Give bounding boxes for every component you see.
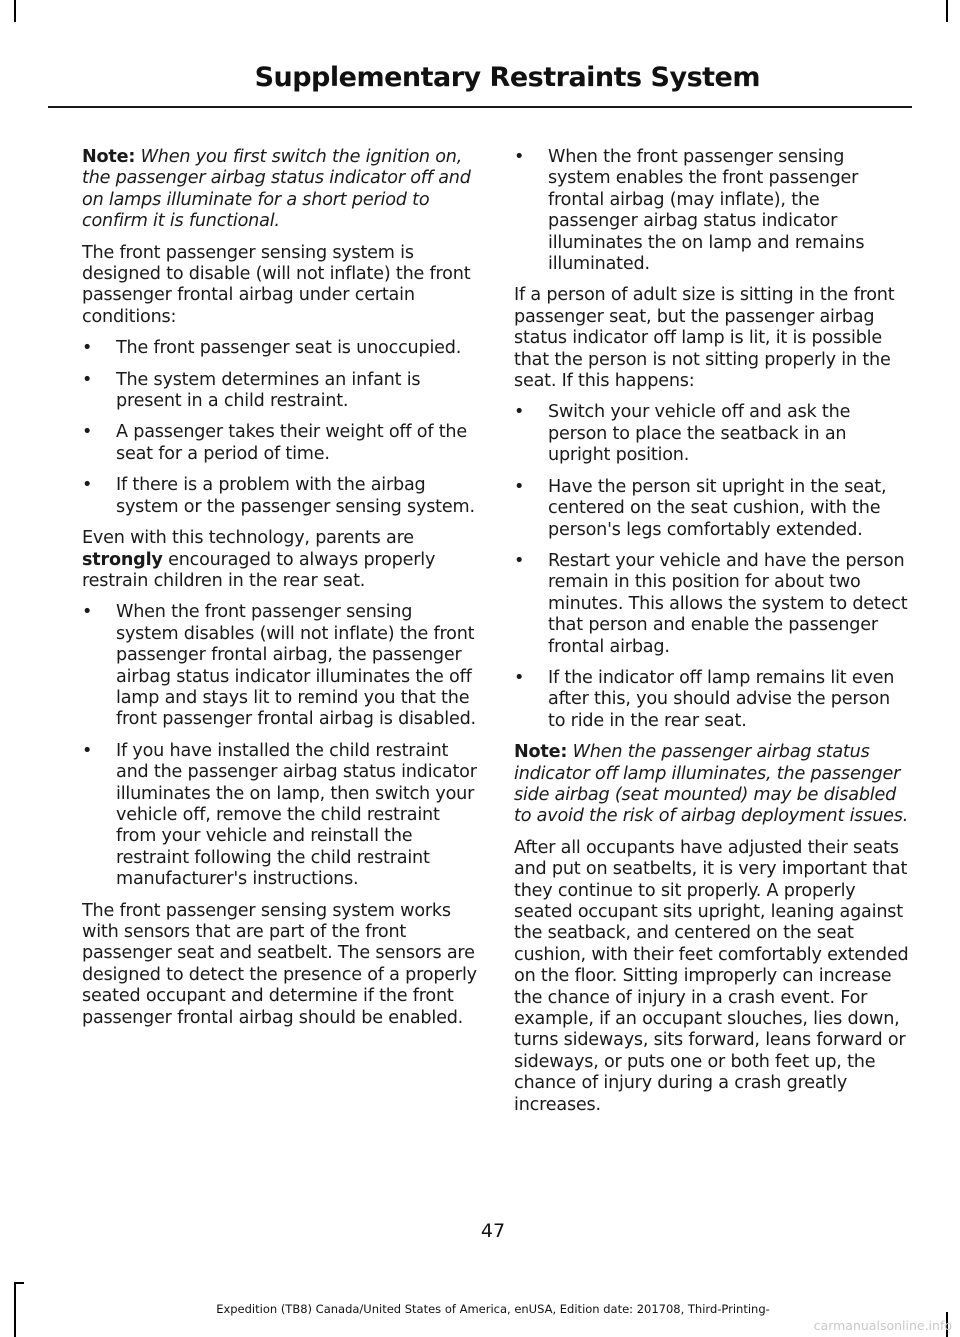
bullet-glyph: • <box>514 147 525 167</box>
paragraph: The front passenger sensing system is designed to disable (will not inflate) the front passenger frontal airbag under certain conditions: <box>82 242 471 327</box>
list-item-text: If there is a problem with the airbag system or the passenger sensing system. <box>116 475 475 517</box>
list-item-text: Have the person sit upright in the seat, centered on the seat cushion, with the person's legs comfortably extended. <box>548 476 887 540</box>
list-item <box>514 477 910 541</box>
bullet-list <box>82 602 478 890</box>
header-divider <box>48 106 912 108</box>
paragraph: If a person of adult size is sitting in the front passenger seat, but the passenger airbag status indicator off lamp is lit, it is possible that the person is not sitting properly in the seat. If this happens: <box>514 285 895 392</box>
bullet-glyph: • <box>514 402 525 423</box>
bullet-list <box>514 147 910 275</box>
list-item-text: The front passenger seat is unoccupied. <box>116 338 462 359</box>
list-item-text: Restart your vehicle and have the person remain in this position for about two minutes. This allows the system to detect that person and enable the passenger frontal airbag. <box>548 550 908 657</box>
list-item <box>82 422 478 465</box>
bullet-glyph: • <box>514 667 525 688</box>
right-column <box>514 147 910 1126</box>
paragraph: After all occupants have adjusted their seats and put on seatbelts, it is very important that they continue to sit properly. A properly seated occupant sits upright, leaning against the seatback, and centered on the seat cushion, with their feet comfortably extended on the floor. Sitting improperly can increase the chance of injury in a crash event. For example, if an occupant slouches, lies down, turns sideways, sits forward, leans forward or sideways, or puts one or both feet up, the chance of injury during a crash greatly increases. <box>514 837 909 1115</box>
crop-mark-top-left <box>14 0 16 22</box>
note-label: Note: <box>514 742 568 763</box>
page-number: 47 <box>480 1220 506 1242</box>
list-item <box>514 551 910 658</box>
left-column <box>82 147 478 1039</box>
note-paragraph <box>514 742 910 828</box>
note-text: When the passenger airbag status indicator off lamp illuminates, the passenger side airbag (seat mounted) may be disabled to avoid the risk of airbag deployment issues. <box>514 742 909 827</box>
bullet-glyph: • <box>82 369 93 390</box>
list-item <box>514 402 910 466</box>
list-item-text: When the front passenger sensing system disables (will not inflate) the front passenger frontal airbag, the passenger airbag status indicator illuminates the off lamp and stays lit to remind you that the front passenger frontal airbag is disabled. <box>116 602 476 730</box>
list-item-text: Switch your vehicle off and ask the person to place the seatback in an upright position. <box>548 402 851 466</box>
list-item <box>82 475 478 518</box>
list-item-text: A passenger takes their weight off of the seat for a period of time. <box>116 422 467 464</box>
watermark[interactable]: carmanualsonline.info <box>813 1318 952 1333</box>
bullet-glyph: • <box>514 550 525 571</box>
page-footer: Expedition (TB8) Canada/United States of America, enUSA, Edition date: 201708, Third-Printing- <box>216 1302 770 1316</box>
list-item <box>82 602 478 730</box>
paragraph <box>82 528 478 592</box>
list-item <box>82 370 478 413</box>
list-item-text: If the indicator off lamp remains lit even after this, you should advise the person to ride in the rear seat. <box>548 667 895 731</box>
paragraph: The front passenger sensing system works with sensors that are part of the front passenger seat and seatbelt. The sensors are designed to detect the presence of a properly seated occupant and determine if the front passenger frontal airbag should be enabled. <box>82 900 477 1028</box>
note-paragraph <box>82 147 478 233</box>
list-item <box>82 338 478 359</box>
list-item <box>514 147 910 275</box>
list-item-text: When the front passenger sensing system enables the front passenger frontal airbag (may inflate), the passenger airbag status indicator illuminates the on lamp and remains illuminated. <box>548 147 865 275</box>
list-item-text: If you have installed the child restraint and the passenger airbag status indicator illuminates the on lamp, then switch your vehicle off, remove the child restraint from your vehicle and reinstall the restraint following the child restraint manufacturer's instructions. <box>116 740 477 890</box>
page-header-title: Supplementary Restraints System <box>254 62 760 93</box>
paragraph-text: encouraged to always properly restrain children in the rear seat. <box>82 549 436 591</box>
bullet-list <box>82 338 478 518</box>
list-item <box>82 741 478 891</box>
note-text: When you first switch the ignition on, the passenger airbag status indicator off and on lamps illuminate for a short period to confirm it is functional. <box>82 147 471 232</box>
crop-mark-top-right <box>946 0 948 22</box>
bullet-glyph: • <box>514 476 525 497</box>
note-label: Note: <box>82 147 136 167</box>
bullet-list <box>514 402 910 732</box>
list-item-text: The system determines an infant is present in a child restraint. <box>116 369 421 412</box>
bullet-glyph: • <box>82 602 93 623</box>
bullet-glyph: • <box>82 740 93 761</box>
bullet-glyph: • <box>82 475 93 496</box>
crop-mark-bottom-left-h <box>14 1282 24 1284</box>
bullet-glyph: • <box>82 422 93 443</box>
paragraph-text: Even with this technology, parents are <box>82 528 414 549</box>
list-item <box>514 668 910 732</box>
bullet-glyph: • <box>82 338 93 359</box>
emphasis-text: strongly <box>82 549 163 570</box>
